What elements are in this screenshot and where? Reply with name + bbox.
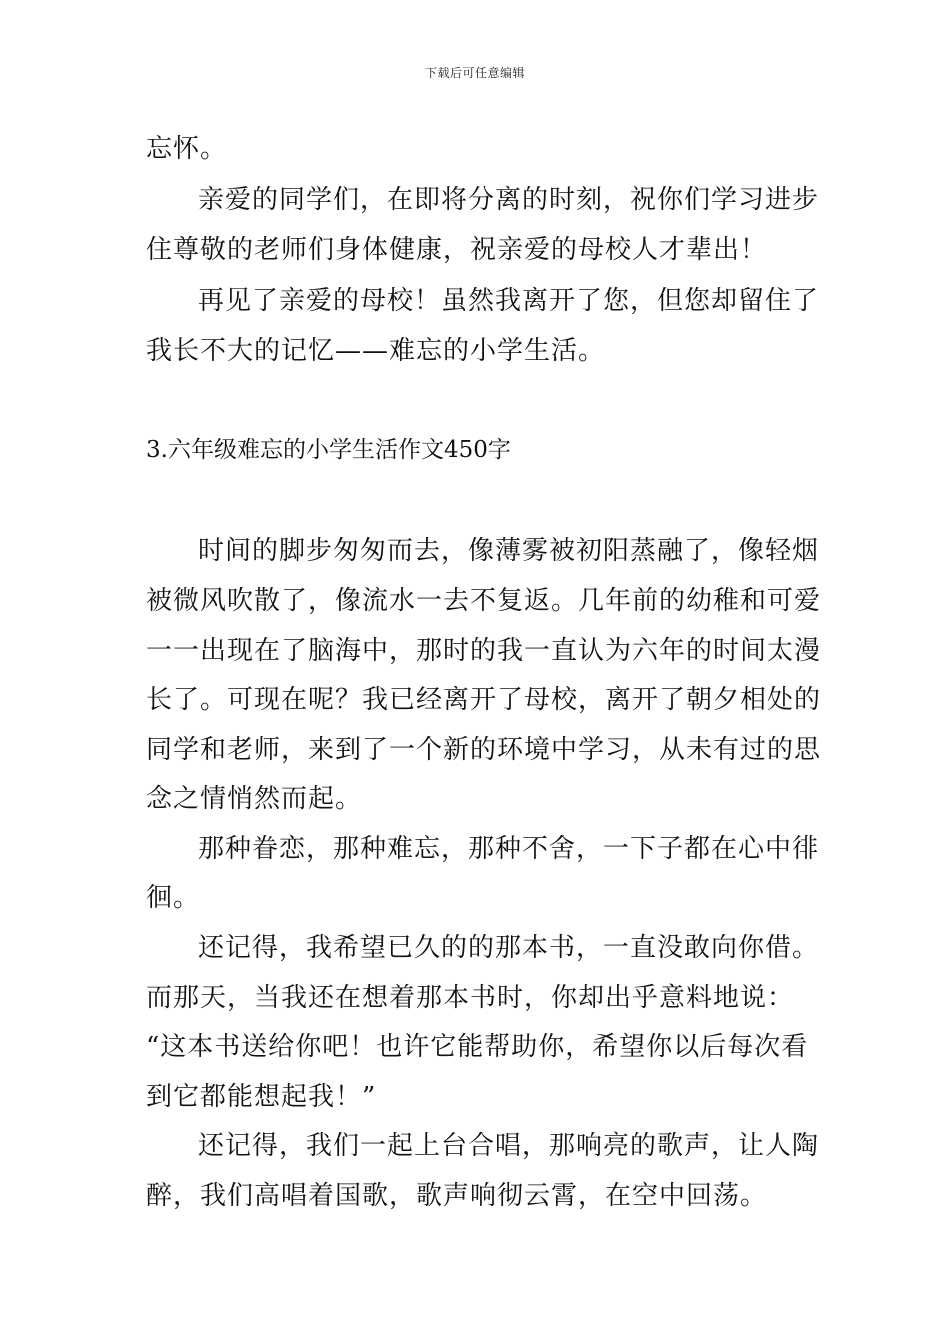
text-line: “这本书送给你吧！也许它能帮助你，希望你以后每次看 [146,1032,809,1062]
text-line: 亲爱的同学们，在即将分离的时刻，祝你们学习进步 [198,185,820,215]
text-line: 还记得，我希望已久的的那本书，一直没敢向你借。 [198,933,820,963]
text-line: 同学和老师，来到了一个新的环境中学习，从未有过的思 [146,735,822,765]
text-line: 而那天，当我还在想着那本书时，你却出乎意料地说： [146,983,795,1013]
text-line: 醉，我们高唱着国歌，歌声响彻云霄，在空中回荡。 [146,1181,768,1211]
text-line: 再见了亲爱的母校！虽然我离开了您，但您却留住了 [198,286,820,316]
text-line: 一一出现在了脑海中，那时的我一直认为六年的时间太漫 [146,636,822,666]
text-line: 徊。 [146,883,201,913]
text-line: 还记得，我们一起上台合唱，那响亮的歌声，让人陶 [198,1131,820,1161]
text-line: 念之情悄然而起。 [146,784,363,814]
page-header-note: 下载后可任意编辑 [424,66,525,80]
text-line: 被微风吹散了，像流水一去不复返。几年前的幼稚和可爱 [146,586,822,616]
text-line: 长了。可现在呢？我已经离开了母校，离开了朝夕相处的 [146,685,822,715]
text-line: 忘怀。 [146,134,228,164]
text-line: 到它都能想起我！” [146,1082,377,1112]
text-line: 我长不大的记忆——难忘的小学生活。 [146,336,606,366]
text-line: 住尊敬的老师们身体健康，祝亲爱的母校人才辈出！ [146,235,768,265]
section-heading: 3.六年级难忘的小学生活作文450字 [146,437,511,463]
text-line: 那种眷恋，那种难忘，那种不舍，一下子都在心中徘 [198,834,820,864]
text-line: 时间的脚步匆匆而去，像薄雾被初阳蒸融了，像轻烟 [198,536,820,566]
